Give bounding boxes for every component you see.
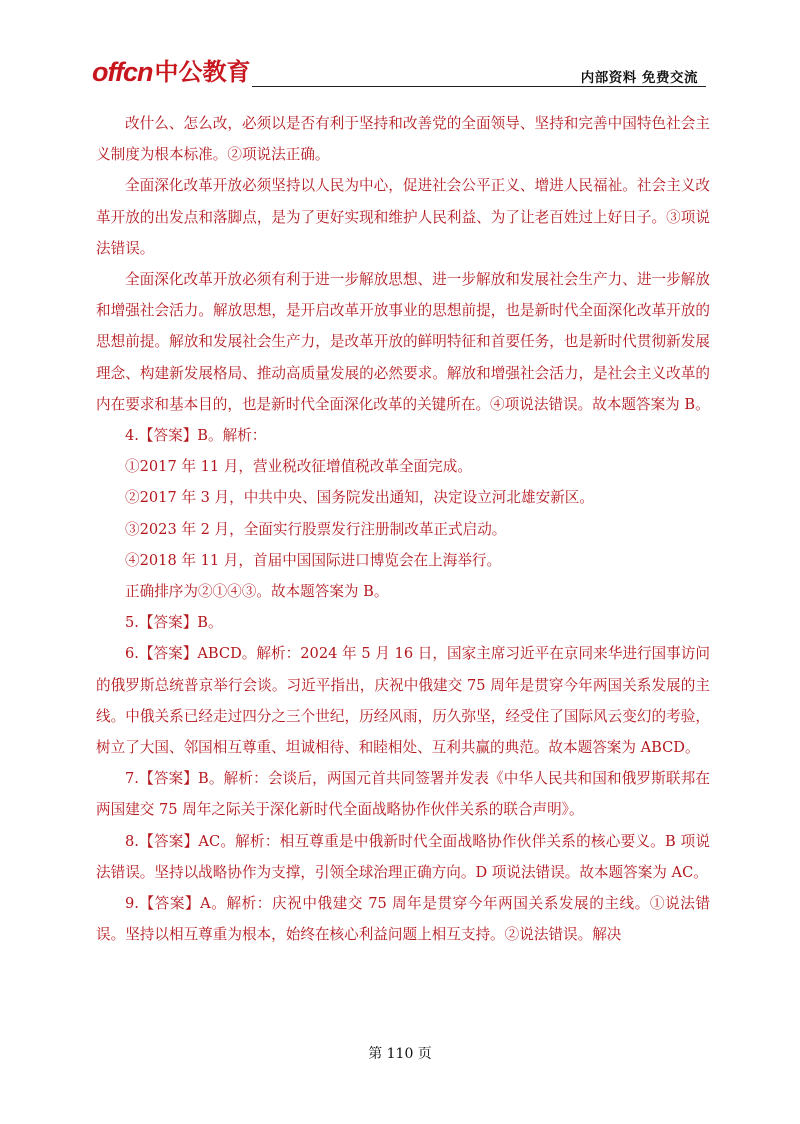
- list-item: ③2023 年 2 月，全面实行股票发行注册制改革正式启动。: [125, 520, 507, 538]
- answer-8: 8.【答案】AC。解析：相互尊重是中俄新时代全面战略协作伙伴关系的核心要义。B 项说法错误。坚持以战略协作为支撑，引领全球治理正确方向。D 项说法错误。故本题答案为 AC。: [96, 832, 710, 881]
- answer-5: 5.【答案】B。: [125, 614, 223, 632]
- answer-7: 7.【答案】B。解析：会谈后，两国元首共同签署并发表《中华人民共和国和俄罗斯联邦在两国建交 75 周年之际关于深化新时代全面战略协作伙伴关系的联合声明》。: [96, 770, 710, 819]
- page-number: 第 110 页: [368, 1046, 432, 1062]
- list-item: ④2018 年 11 月，首届中国国际进口博览会在上海举行。: [125, 551, 502, 569]
- list-item: ②2017 年 3 月，中共中央、国务院发出通知，决定设立河北雄安新区。: [125, 489, 594, 507]
- answer-heading-4: 4.【答案】B。解析：: [125, 427, 267, 445]
- page-header: [92, 52, 706, 88]
- answer-9: 9.【答案】A。解析：庆祝中俄建交 75 周年是贯穿今年两国关系发展的主线。①说法错误。坚持以相互尊重为根本，始终在核心利益问题上相互支持。②说法错误。解决: [96, 895, 710, 944]
- paragraph: 改什么、怎么改，必须以是否有利于坚持和改善党的全面领导、坚持和完善中国特色社会主义制度为根本标准。②项说法正确。: [96, 115, 710, 164]
- answer-6: 6.【答案】ABCD。解析：2024 年 5 月 16 日，国家主席习近平在京同来华进行国事访问的俄罗斯总统普京举行会谈。习近平指出，庆祝中俄建交 75 周年是贯穿今年两国关系发展的主线。中俄关系已经走过四分之三个世纪，历经风雨，历久弥坚，经受住了国际风云变幻的考验，树立了大国、邻国相互尊重、坦诚相待、和睦相处、互利共赢的典范。故本题答案为 ABCD。: [96, 645, 710, 757]
- header-note: 内部资料 免费交流: [580, 70, 698, 86]
- paragraph: 全面深化改革开放必须有利于进一步解放思想、进一步解放和发展社会生产力、进一步解放和增强社会活力。解放思想，是开启改革开放事业的思想前提，也是新时代全面深化改革开放的思想前提。解放和发展社会生产力，是改革开放的鲜明特征和首要任务，也是新时代贯彻新发展理念、构建新发展格局、推动高质量发展的必然要求。解放和增强社会活力，是社会主义改革的内在要求和基本目的，也是新时代全面深化改革的关键所在。④项说法错误。故本题答案为 B。: [96, 271, 710, 413]
- paragraph: 全面深化改革开放必须坚持以人民为中心，促进社会公平正义、增进人民福祉。社会主义改革开放的出发点和落脚点，是为了更好实现和维护人民利益、为了让老百姓过上好日子。③项说法错误。: [96, 177, 710, 257]
- header-rule: [252, 86, 706, 87]
- list-item: ①2017 年 11 月，营业税改征增值税改革全面完成。: [125, 458, 472, 476]
- paragraph: 正确排序为②①④③。故本题答案为 B。: [125, 583, 389, 601]
- offcn-logo: [92, 56, 251, 86]
- logo-english: offcn: [92, 57, 153, 87]
- logo-chinese: 中公教育: [154, 58, 251, 86]
- document-body: [96, 108, 710, 950]
